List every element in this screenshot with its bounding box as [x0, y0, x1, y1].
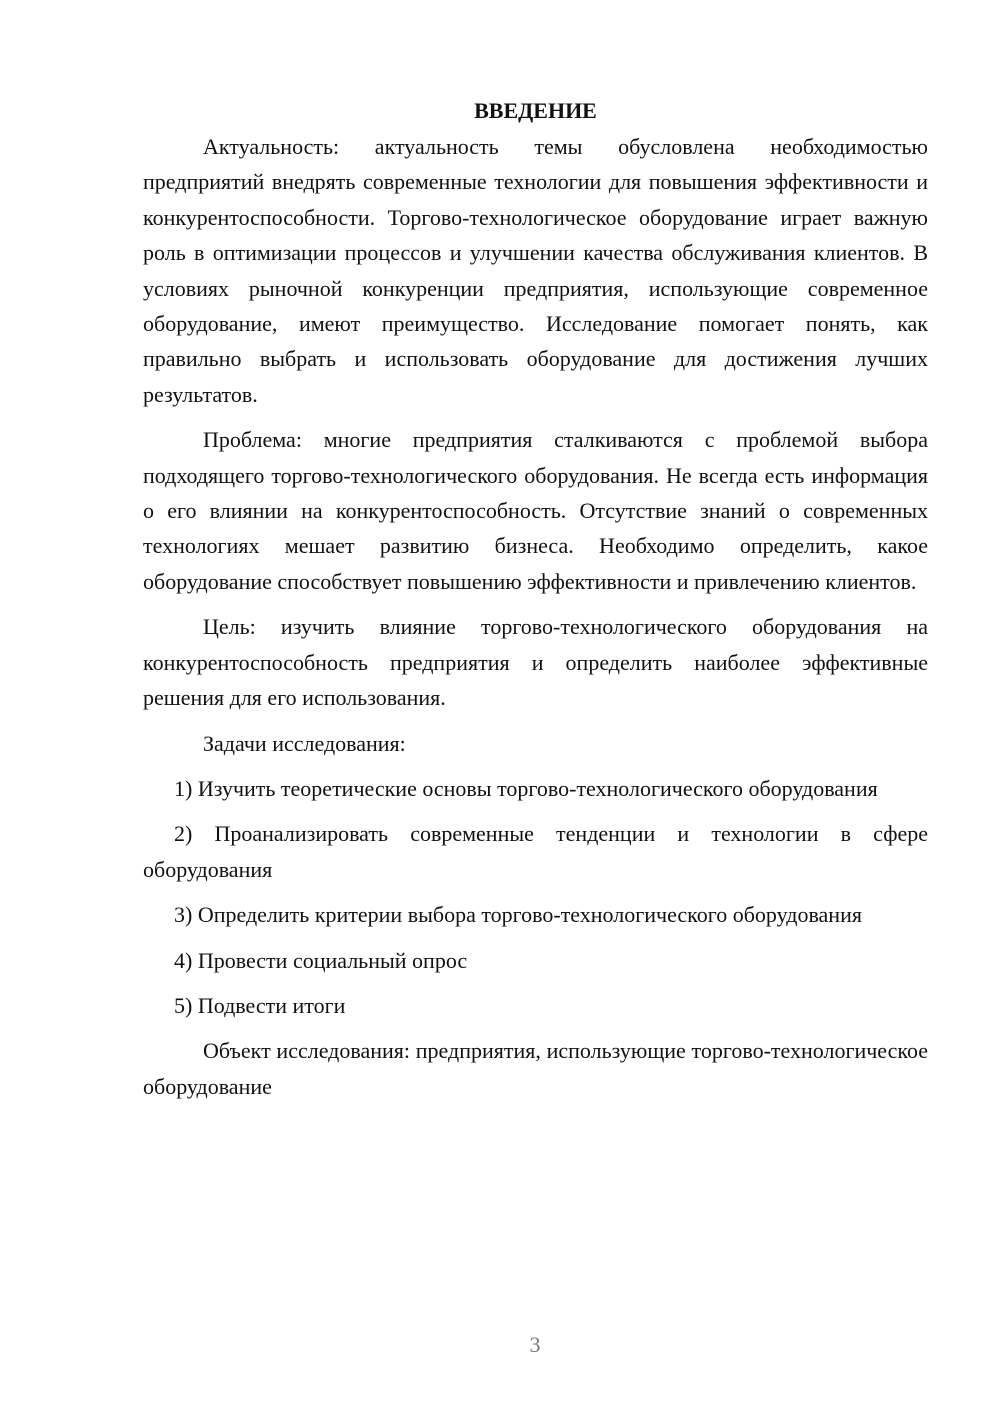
page-heading: ВВЕДЕНИЕ	[474, 98, 597, 123]
task-item-1: 1) Изучить теоретические основы торгово-технологического оборудования	[174, 775, 878, 801]
task-item-5: 5) Подвести итоги	[174, 992, 346, 1018]
goal-paragraph: Цель: изучить влияние торгово-технологического оборудования на конкурентоспособность предприятия и определить наиболее эффективные решения для его использования.	[143, 614, 928, 711]
page-number: 3	[529, 1332, 541, 1357]
task-item-3: 3) Определить критерии выбора торгово-технологического оборудования	[174, 902, 862, 928]
task-item-2: 2) Проанализировать современные тенденции и технологии в сфере оборудования	[143, 821, 928, 882]
page-content	[143, 93, 928, 1114]
task-item-4: 4) Провести социальный опрос	[174, 947, 468, 973]
tasks-heading: Задачи исследования:	[203, 730, 406, 756]
relevance-paragraph: Актуальность: актуальность темы обусловлена необходимостью предприятий внедрять современные технологии для повышения эффективности и конкурентоспособности. Торгово-технологическое оборудование играет важную роль в оптимизации процессов и улучшении качества обслуживания клиентов. В условиях рыночной конкуренции предприятия, использующие современное оборудование, имеют преимущество. Исследование помогает понять, как правильно выбрать и использовать оборудование для достижения лучших результатов.	[143, 134, 928, 407]
problem-paragraph: Проблема: многие предприятия сталкиваются с проблемой выбора подходящего торгово-технологического оборудования. Не всегда есть информация о его влиянии на конкурентоспособность. Отсутствие знаний о современных технологиях мешает развитию бизнеса. Необходимо определить, какое оборудование способствует повышению эффективности и привлечению клиентов.	[143, 427, 928, 594]
object-paragraph: Объект исследования: предприятия, использующие торгово-технологическое оборудование	[143, 1038, 928, 1099]
